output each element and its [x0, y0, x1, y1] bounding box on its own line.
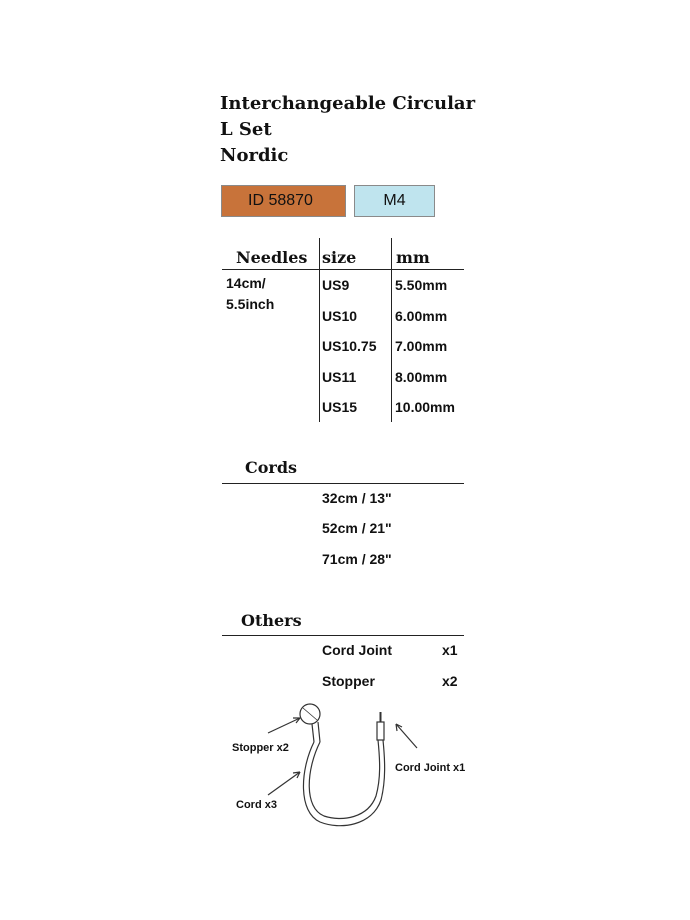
cord-label: Cord x3: [236, 799, 277, 811]
title-line-1: Interchangeable Circular: [220, 93, 476, 114]
cords-header: Cords: [245, 458, 298, 477]
cord-item: 32cm / 13": [322, 490, 392, 506]
needle-mm-cell: 6.00mm: [395, 308, 448, 324]
cord-item: 52cm / 21": [322, 520, 392, 536]
cord-arrow: [268, 772, 300, 795]
cord-joint-label: Cord Joint x1: [395, 762, 466, 774]
title-line-2: L Set: [220, 119, 272, 140]
mm-header: mm: [396, 248, 430, 267]
needle-mm-cell: 7.00mm: [395, 338, 448, 354]
needle-size-cell: US10.75: [322, 338, 377, 354]
model-badge: M4: [354, 185, 435, 217]
needle-size-cell: US9: [322, 277, 350, 293]
needles-header: Needles: [236, 248, 308, 267]
cord-joint-icon: [377, 722, 384, 740]
cord-joint-arrow: [396, 724, 417, 748]
others-item-name: Stopper: [322, 673, 375, 689]
needle-length-line-1: 14cm/: [226, 275, 266, 291]
stopper-label: Stopper x2: [232, 742, 289, 754]
stopper-arrow: [268, 718, 300, 733]
needle-mm-cell: 10.00mm: [395, 399, 455, 415]
needle-size-cell: US15: [322, 399, 358, 415]
needle-mm-cell: 5.50mm: [395, 277, 448, 293]
needle-size-cell: US10: [322, 308, 358, 324]
needle-length-line-2: 5.5inch: [226, 296, 275, 312]
needle-size-cell: US11: [322, 369, 357, 385]
title-line-3: Nordic: [220, 145, 289, 166]
others-header: Others: [241, 611, 302, 630]
others-item-qty: x1: [442, 642, 458, 658]
product-id-badge: ID 58870: [221, 185, 346, 217]
size-header: size: [322, 248, 357, 267]
others-item-qty: x2: [442, 673, 458, 689]
others-item-name: Cord Joint: [322, 642, 392, 658]
needle-mm-cell: 8.00mm: [395, 369, 448, 385]
cord-item: 71cm / 28": [322, 551, 392, 567]
